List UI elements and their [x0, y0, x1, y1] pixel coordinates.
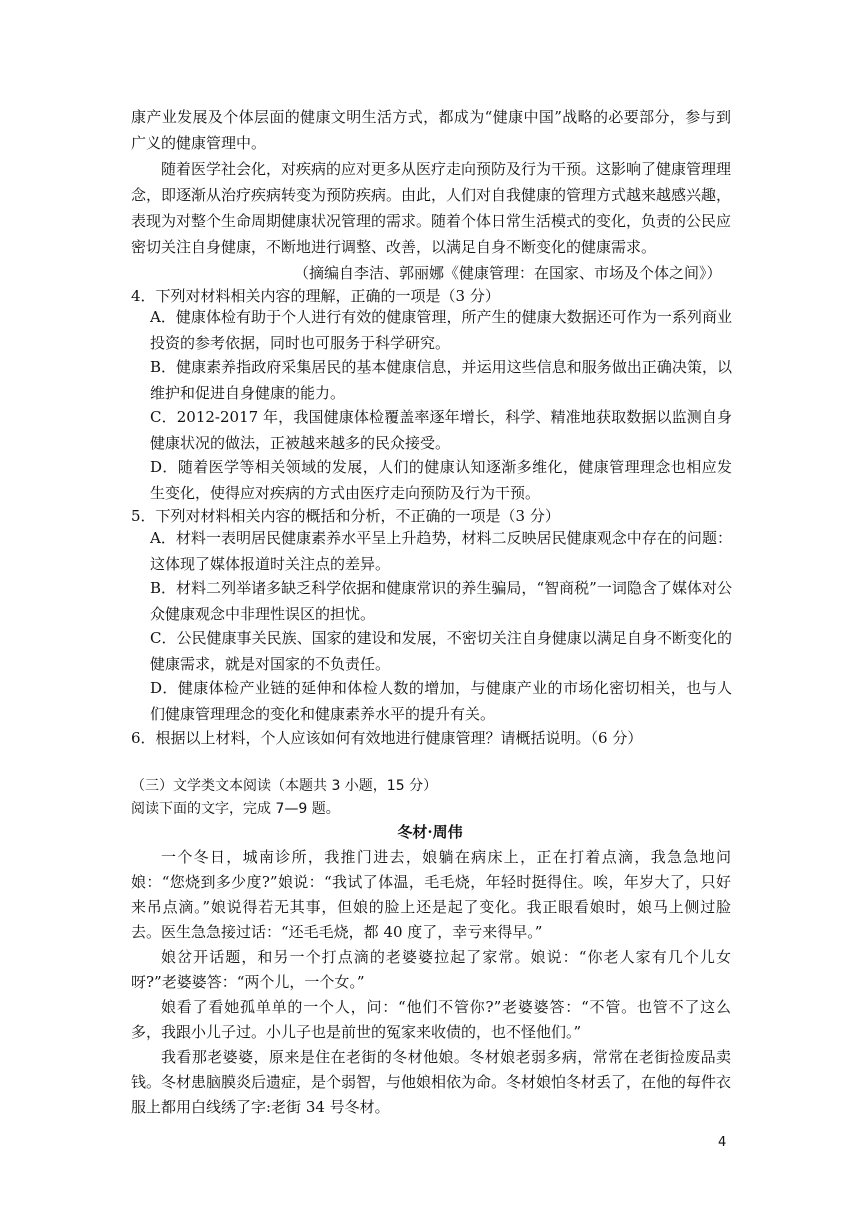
question-4-option-b: B．健康素养指政府采集居民的基本健康信息，并运用这些信息和服务做出正确决策，以维护和促进自身健康的能力。 — [150, 358, 732, 402]
question-5-stem: 5．下列对材料相关内容的概括和分析，不正确的一项是（3 分） — [131, 507, 560, 525]
passage-source: （摘编自李洁、郭丽娜《健康管理：在国家、市场及个体之间》） — [294, 264, 722, 282]
story-paragraph: 一个冬日，城南诊所，我推门进去，娘躺在病床上，正在打着点滴，我急急地问娘：“您烧到多少度?”娘说：“我试了体温，毛毛烧，年轻时挺得住。唉，年岁大了，只好来吊点滴。”娘说得若无其事，但娘的脸上还是起了变化。我正眼看娘时，娘马上侧过脸去。医生急急接过话：“还毛毛烧，都 40 度了，幸亏来得早。” — [131, 848, 731, 941]
story-paragraph: 我看那老婆婆，原来是住在老街的冬材他娘。冬材娘老弱多病，常常在老街捡废品卖钱。冬材患脑膜炎后遗症，是个弱智，与他娘相依为命。冬材娘怕冬材丢了，在他的每件衣服上都用白线绣了字:老街 34 号冬材。 — [131, 1048, 732, 1116]
question-4-option-a: A．健康体检有助于个人进行有效的健康管理，所产生的健康大数据还可作为一系列商业投资的参考依据，同时也可服务于科学研究。 — [150, 308, 732, 352]
question-5-option-b: B．材料二列举诸多缺乏科学依据和健康常识的养生骗局，“智商税”一词隐含了媒体对公众健康观念中非理性误区的担忧。 — [150, 579, 732, 623]
story-paragraph: 娘看了看她孤单单的一个人，问：“他们不管你?”老婆婆答：“不管。也管不了这么多，我跟小儿子过。小儿子也是前世的冤家来收债的，也不怪他们。” — [131, 998, 731, 1041]
question-4-option-d: D．随着医学等相关领域的发展，人们的健康认知逐渐多维化，健康管理理念也相应发生变化，使得应对疾病的方式由医疗走向预防及行为干预。 — [150, 458, 732, 502]
question-5-option-d: D．健康体检产业链的延伸和体检人数的增加，与健康产业的市场化密切相关，也与人们健康管理理念的变化和健康素养水平的提升有关。 — [150, 679, 732, 723]
story-paragraph: 娘岔开话题，和另一个打点滴的老婆婆拉起了家常。娘说：“你老人家有几个儿女呀?”老婆婆答：“两个儿，一个女。” — [131, 948, 731, 991]
page-number: 4 — [718, 1135, 727, 1150]
question-4-stem: 4．下列对材料相关内容的理解，正确的一项是（3 分） — [131, 287, 500, 305]
passage-paragraph: 随着医学社会化，对疾病的应对更多从医疗走向预防及行为干预。这影响了健康管理理念，即逐渐从治疗疾病转变为预防疾病。由此，人们对自我健康的管理方式越来越感兴趣，表现为对整个生命周期健康状况管理的需求。随着个体日常生活模式的变化，负责的公民应密切关注自身健康，不断地进行调整、改善，以满足自身不断变化的健康需求。 — [131, 160, 732, 256]
passage-paragraph: 康产业发展及个体层面的健康文明生活方式，都成为“健康中国”战略的必要部分，参与到广义的健康管理中。 — [131, 108, 731, 152]
question-5-option-c: C．公民健康事关民族、国家的建设和发展，不密切关注自身健康以满足自身不断变化的健康需求，就是对国家的不负责任。 — [150, 629, 732, 673]
story-title: 冬材·周伟 — [397, 823, 463, 841]
section-heading: （三）文学类文本阅读（本题共 3 小题，15 分） — [131, 778, 438, 794]
question-5-option-a: A．材料一表明居民健康素养水平呈上升趋势，材料二反映居民健康观念中存在的问题：这体现了媒体报道时关注点的差异。 — [150, 529, 732, 573]
section-instruction: 阅读下面的文字，完成 7—9 题。 — [131, 801, 340, 817]
question-4-option-c: C．2012-2017 年，我国健康体检覆盖率逐年增长，科学、精准地获取数据以监测自身健康状况的做法，正被越来越多的民众接受。 — [150, 408, 732, 452]
question-6-stem: 6．根据以上材料，个人应该如何有效地进行健康管理？请概括说明。（6 分） — [131, 729, 643, 747]
